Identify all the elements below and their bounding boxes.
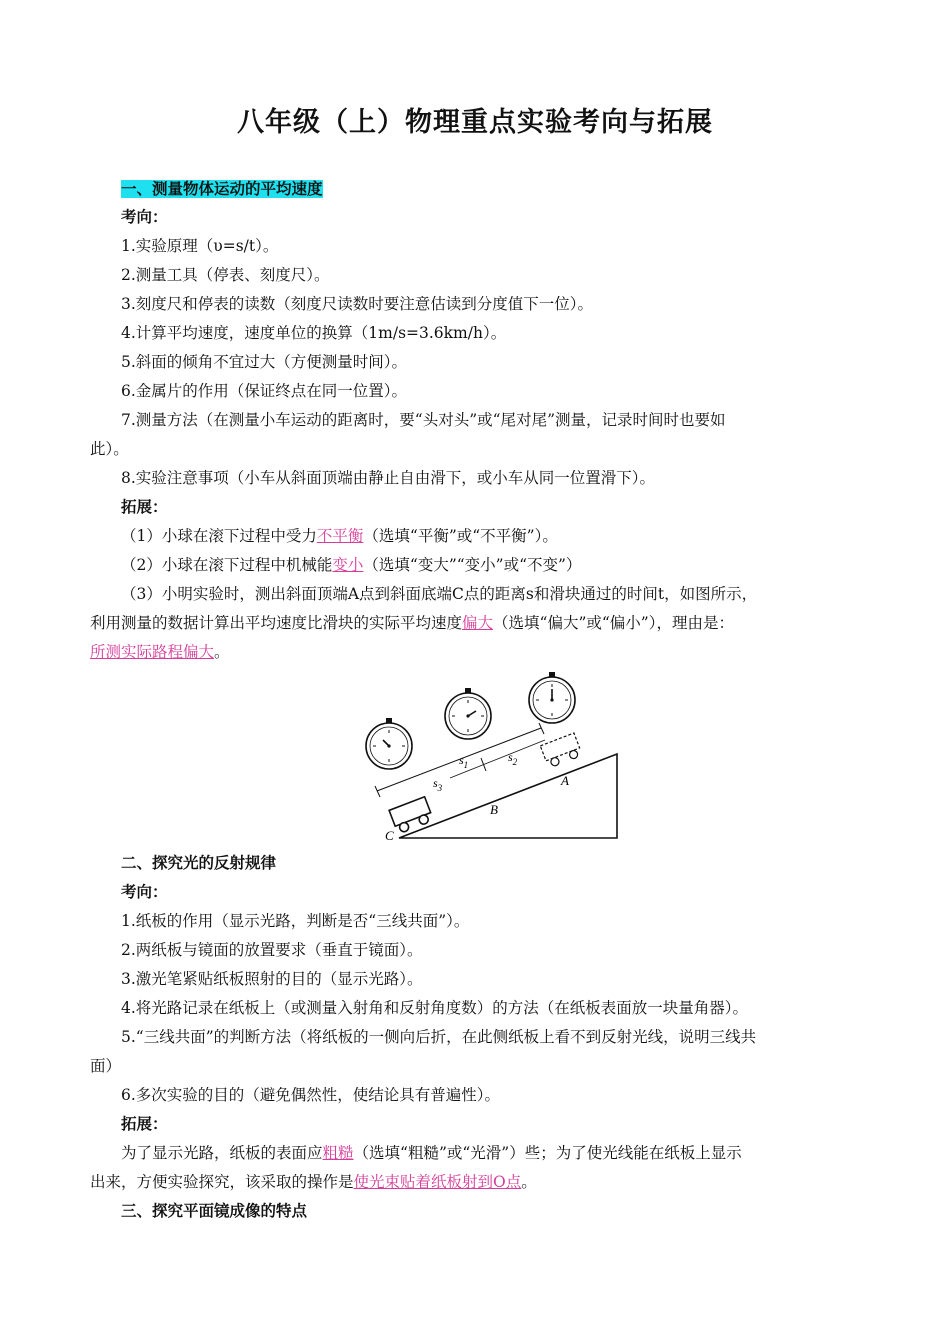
section-2-item: 面） (90, 1057, 122, 1075)
section-1-item: 5.斜面的倾角不宜过大（方便测量时间）。 (121, 353, 408, 371)
section-1-item: 6.金属片的作用（保证终点在同一位置）。 (121, 382, 408, 400)
incline-experiment-figure (355, 668, 635, 846)
section-2-extension-line-1: 为了显示光路，纸板的表面应粗糙（选填“粗糙”或“光滑”）些；为了使光线能在纸板上显示 (121, 1144, 742, 1162)
section-1-item: 1.实验原理（υ=s/t）。 (121, 237, 279, 255)
page-title: 八年级（上）物理重点实验考向与拓展 (237, 107, 713, 138)
extension-question-3-line-3: 所测实际路程偏大。 (90, 643, 230, 661)
section-2-item: 6.多次实验的目的（避免偶然性，使结论具有普遍性）。 (121, 1086, 501, 1104)
section-1-item: 8.实验注意事项（小车从斜面顶端由静止自由滑下，或小车从同一位置滑下）。 (121, 469, 656, 487)
section-2-tuozhan-label: 拓展： (121, 1115, 168, 1133)
section-2-item: 3.激光笔紧贴纸板照射的目的（显示光路）。 (121, 970, 423, 988)
section-2-item: 1.纸板的作用（显示光路，判断是否“三线共面”）。 (121, 912, 470, 930)
label-point-c: C (385, 828, 394, 843)
section-1-kaoxiang-label: 考向： (121, 208, 168, 226)
cart-start-dashed (540, 733, 582, 768)
section-2-item: 5.“三线共面”的判断方法（将纸板的一侧向后折，在此侧纸板上看不到反射光线，说明三线共 (121, 1028, 757, 1046)
extension-question-3-line-1: （3）小明实验时，测出斜面顶端A点到斜面底端C点的距离s和滑块通过的时间t，如图所示， (121, 585, 758, 603)
section-1-tuozhan-label: 拓展： (121, 498, 168, 516)
stopwatch-icon (529, 672, 575, 723)
section-1-item: 此）。 (90, 440, 129, 458)
section-2-extension-line-2: 出来，方便实验探究，该采取的操作是使光束贴着纸板射到O点。 (90, 1173, 537, 1191)
answer-blank: 使光束贴着纸板射到O点 (353, 1173, 522, 1191)
label-point-b: B (490, 802, 498, 817)
section-1-item: 2.测量工具（停表、刻度尺）。 (121, 266, 330, 284)
label-s2: $s_2$ (508, 750, 518, 767)
section-2-item: 2.两纸板与镜面的放置要求（垂直于镜面）。 (121, 941, 423, 959)
extension-question-3-line-2: 利用测量的数据计算出平均速度比滑块的实际平均速度偏大（选填“偏大”或“偏小”），理由是： (90, 614, 734, 632)
answer-blank: 偏大 (462, 614, 494, 632)
label-s3: $s_3$ (433, 776, 443, 793)
answer-blank: 粗糙 (322, 1144, 354, 1162)
label-s1: $s_1$ (459, 753, 469, 770)
section-2-item: 4.将光路记录在纸板上（或测量入射角和反射角度数）的方法（在纸板表面放一块量角器）。 (121, 999, 749, 1017)
section-1-item: 7.测量方法（在测量小车运动的距离时，要“头对头”或“尾对尾”测量，记录时间时也要如 (121, 411, 726, 429)
extension-question-2: （2）小球在滚下过程中机械能变小（选填“变大”“变小”或“不变”） (121, 556, 582, 574)
extension-question-1: （1）小球在滚下过程中受力不平衡（选填“平衡”或“不平衡”）。 (121, 527, 558, 545)
section-2-kaoxiang-label: 考向： (121, 883, 168, 901)
section-1-item: 4.计算平均速度，速度单位的换算（1m/s=3.6km/h）。 (121, 324, 507, 342)
section-3-heading: 三、探究平面镜成像的特点 (121, 1202, 308, 1220)
answer-blank: 不平衡 (316, 527, 364, 545)
cart-end (389, 797, 434, 834)
section-2-heading: 二、探究光的反射规律 (121, 854, 277, 872)
incline-ramp (399, 754, 617, 838)
answer-blank: 变小 (332, 556, 364, 574)
section-1-heading: 一、测量物体运动的平均速度 (121, 180, 323, 198)
label-point-a: A (561, 773, 569, 788)
stopwatch-icon (366, 718, 412, 769)
section-1-item: 3.刻度尺和停表的读数（刻度尺读数时要注意估读到分度值下一位）。 (121, 295, 594, 313)
answer-blank: 所测实际路程偏大 (90, 643, 215, 661)
stopwatch-icon (445, 688, 491, 739)
